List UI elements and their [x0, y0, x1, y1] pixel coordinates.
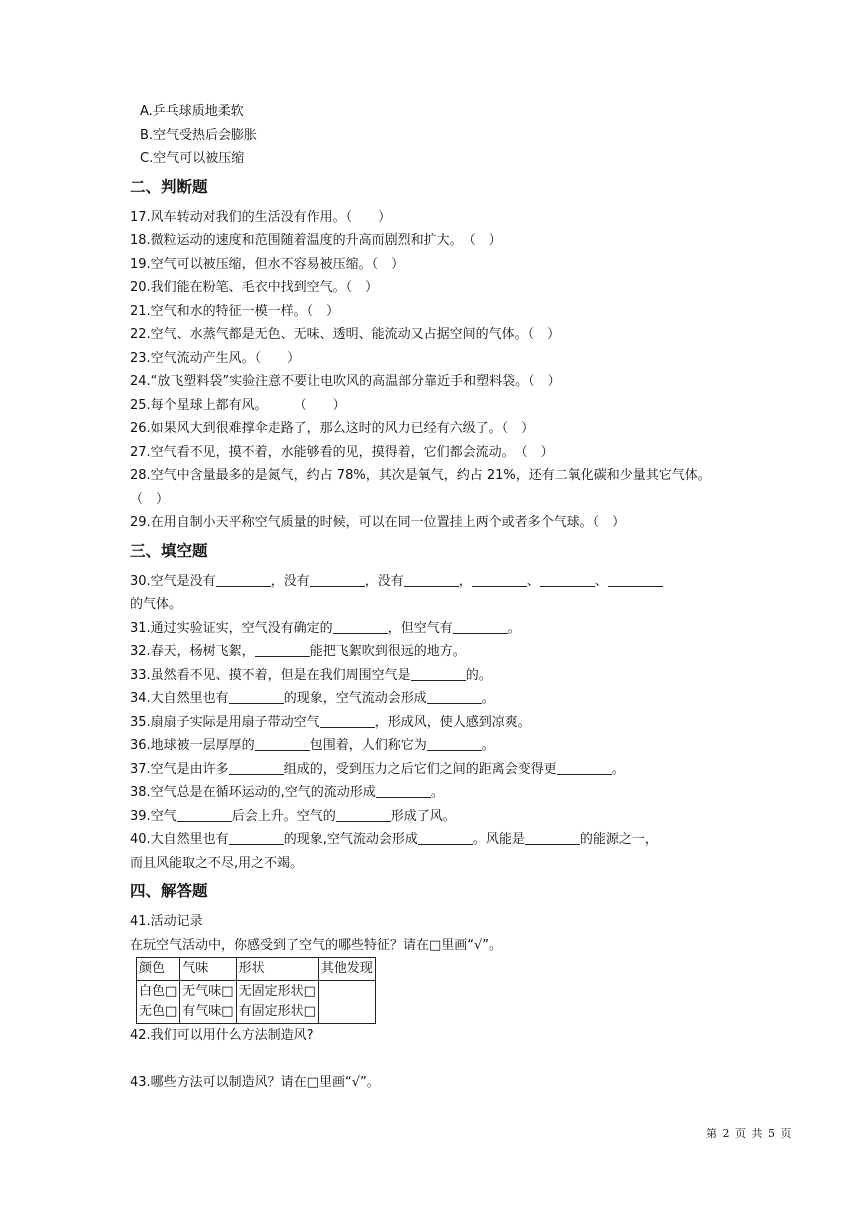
other-findings-cell[interactable]: [318, 981, 375, 1024]
option-a: A.乒乓球质地柔软: [140, 104, 244, 119]
answer-blank[interactable]: [453, 619, 508, 634]
answer-blank[interactable]: [608, 572, 663, 587]
question-20: 20.我们能在粉笔、毛衣中找到空气。（ ）: [130, 280, 379, 295]
answer-blank[interactable]: [229, 830, 284, 845]
question-35: 35.扇扇子实际是用扇子带动空气 ，形成风，使人感到凉爽。: [130, 714, 531, 730]
question-18: 18.微粒运动的速度和范围随着温度的升高而剧烈和扩大。 （ ）: [130, 233, 502, 248]
section-title-judge: 二、判断题: [130, 177, 208, 196]
question-40-cont: 而且风能取之不尽,用之不竭。: [130, 855, 304, 871]
answer-blank[interactable]: [320, 713, 375, 728]
question-24: 24.“放飞塑料袋”实验注意不要让电吹风的高温部分靠近手和塑料袋。（ ）: [130, 374, 561, 389]
question-29: 29.在用自制小天平称空气质量的时候，可以在同一位置挂上两个或者多个气球。（ ）: [130, 515, 626, 530]
answer-blank[interactable]: [540, 572, 595, 587]
shape-options[interactable]: 无固定形状□ 有固定形状□: [236, 981, 318, 1024]
answer-blank[interactable]: [418, 830, 473, 845]
table-row: [137, 981, 376, 1024]
question-32: 32.春天，杨树飞絮， 能把飞絮吹到很远的地方。: [130, 644, 466, 659]
question-19: 19.空气可以被压缩，但水不容易被压缩。（ ）: [130, 256, 405, 272]
question-37: 37.空气是由许多 组成的，受到压力之后它们之间的距离会变得更 。: [130, 761, 625, 777]
question-27: 27.空气看不见，摸不着，水能够看的见，摸得着，它们都会流动。 （ ）: [130, 444, 554, 460]
question-34: 34.大自然里也有 的现象，空气流动会形成 。: [130, 691, 495, 706]
question-22: 22.空气、水蒸气都是无色、无味、透明、能流动又占据空间的气体。（ ）: [130, 327, 561, 342]
answer-blank[interactable]: [333, 619, 388, 634]
answer-blank[interactable]: [427, 689, 482, 704]
section-title-answer: 四、解答题: [130, 882, 208, 900]
answer-blank[interactable]: [404, 572, 459, 587]
question-25: 25.每个星球上都有风。 （ ）: [130, 397, 346, 413]
question-41-prompt: 在玩空气活动中，你感受到了空气的哪些特征？请在□里画“√”。: [130, 937, 503, 953]
answer-blank[interactable]: [411, 666, 466, 681]
exam-page: [130, 100, 730, 1094]
header-color: 颜色: [137, 958, 180, 981]
option-c: C.空气可以被压缩: [140, 151, 245, 166]
answer-blank[interactable]: [557, 760, 612, 775]
question-26: 26.如果风大到很难撑伞走路了，那么这时的风力已经有六级了。（ ）: [130, 421, 535, 436]
question-33: 33.虽然看不见、摸不着，但是在我们周围空气是 的。: [130, 667, 492, 683]
page-footer: 第 2 页 共 5 页: [706, 1127, 793, 1140]
answer-blank[interactable]: [229, 689, 284, 704]
question-40: 40.大自然里也有 的现象,空气流动会形成 。风能是 的能源之一，: [130, 832, 658, 847]
question-43: 43.哪些方法可以制造风？请在□里画“√”。: [130, 1074, 380, 1090]
question-23: 23.空气流动产生风。（ ）: [130, 350, 301, 366]
answer-blank[interactable]: [525, 830, 580, 845]
answer-blank[interactable]: [216, 572, 271, 587]
question-38: 38.空气总是在循环运动的,空气的流动形成 。: [130, 785, 444, 800]
smell-options[interactable]: 无气味□ 有气味□: [180, 981, 236, 1024]
activity-record-table: [136, 957, 376, 1024]
answer-blank[interactable]: [336, 807, 391, 822]
header-shape: 形状: [236, 958, 318, 981]
question-36: 36.地球被一层厚厚的 包围着，人们称它为 。: [130, 738, 495, 753]
answer-blank[interactable]: [427, 736, 482, 751]
header-other: 其他发现: [318, 958, 375, 981]
question-17: 17.风车转动对我们的生活没有作用。（ ）: [130, 209, 392, 225]
answer-blank[interactable]: [177, 807, 232, 822]
question-21: 21.空气和水的特征一模一样。（ ）: [130, 303, 340, 319]
option-b: B.空气受热后会膨胀: [140, 127, 258, 143]
answer-blank[interactable]: [229, 760, 284, 775]
question-41-title: 41.活动记录: [130, 914, 203, 929]
question-30-cont: 的气体。: [130, 597, 183, 612]
question-28: 28.空气中含量最多的是氮气，约占 78%，其次是氧气，约占 21%，还有二氧化碳和少量其它气体。（ ）: [130, 468, 711, 507]
answer-blank[interactable]: [376, 783, 431, 798]
question-42: 42.我们可以用什么方法制造风?: [130, 1028, 314, 1043]
question-30: 30.空气是没有 ，没有 ，没有 ， 、 、: [130, 570, 730, 594]
header-smell: 气味: [180, 958, 236, 981]
color-options[interactable]: 白色□ 无色□: [137, 981, 180, 1024]
table-header-row: [137, 958, 376, 981]
section-title-fill: 三、填空题: [130, 541, 208, 560]
answer-blank[interactable]: [255, 642, 310, 657]
question-31: 31.通过实验证实，空气没有确定的 ，但空气有 。: [130, 620, 521, 636]
answer-blank[interactable]: [472, 572, 527, 587]
question-39: 39.空气 后会上升。空气的 形成了风。: [130, 808, 456, 824]
answer-space[interactable]: [130, 1048, 730, 1071]
answer-blank[interactable]: [310, 572, 365, 587]
answer-blank[interactable]: [255, 736, 310, 751]
